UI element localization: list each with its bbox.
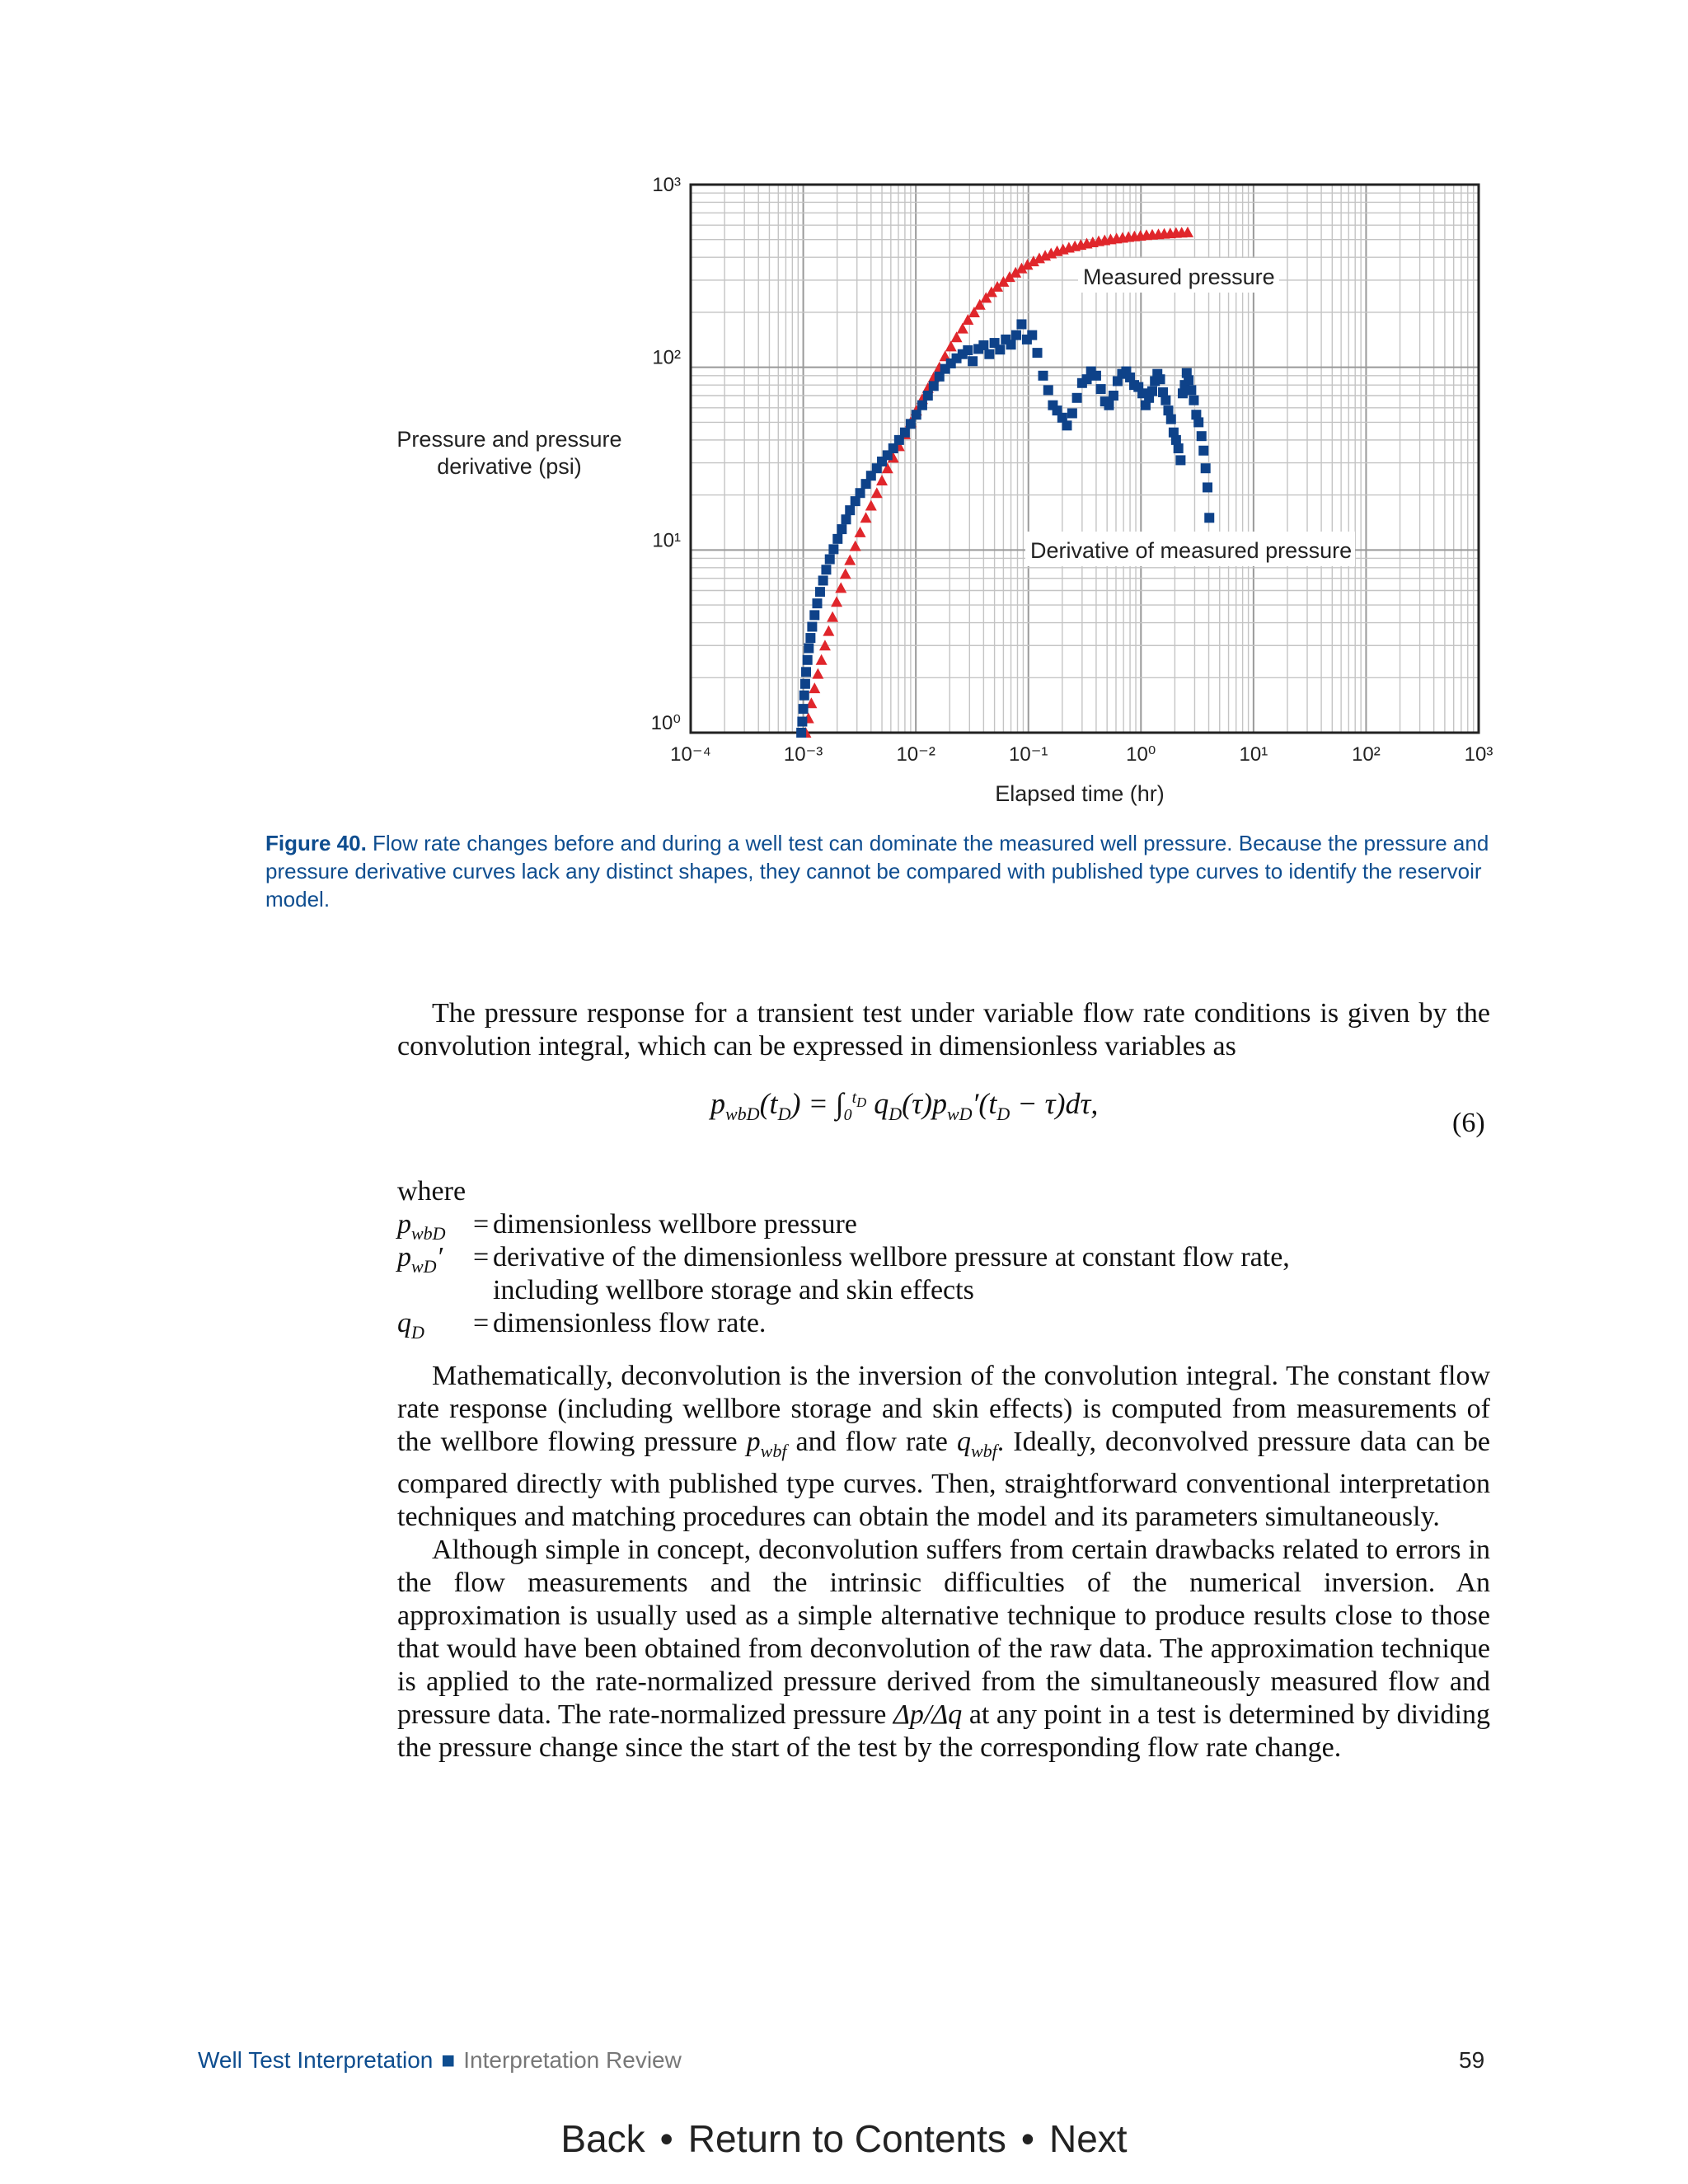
square-bullet-icon: ■: [441, 2047, 456, 2073]
square-point: [797, 717, 807, 727]
square-point: [841, 514, 851, 524]
page-number: 59: [1459, 2047, 1485, 2073]
square-point: [825, 555, 835, 565]
square-point: [1186, 385, 1196, 395]
square-point: [1039, 371, 1048, 381]
figure-label: Figure 40.: [265, 831, 367, 855]
paragraph-approximation: Although simple in concept, deconvolution suffers from certain drawbacks related to errors in the flow measurements and the intrinsic difficulties of the numerical inversion. An approximation is usually used as a simple alternative technique to produce results close to those that would have been obtained from deconvolution of the raw data. The approximation technique is applied to the rate-normalized pressure derived from the simultaneously measured flow and pressure data. The rate-normalized pressure Δp/Δq at any point in a test is determined by dividing the pressure change since the start of the test by the corresponding flow rate change.: [397, 1534, 1490, 1763]
y-axis-label-line1: Pressure and pressure: [396, 427, 622, 452]
x-tick-label: 10³: [1464, 743, 1493, 766]
square-point: [1193, 417, 1203, 427]
square-point: [929, 381, 939, 391]
x-tick-label: 10¹: [1239, 743, 1268, 766]
square-point: [1198, 446, 1208, 456]
x-tick-label: 10⁻²: [896, 743, 935, 766]
square-point: [803, 655, 813, 665]
x-tick-label: 10⁻³: [783, 743, 823, 766]
separator-dot: •: [1020, 2117, 1034, 2160]
x-axis-label: Elapsed time (hr): [995, 781, 1165, 806]
square-point: [1006, 340, 1016, 349]
x-tick-label: 10⁻¹: [1009, 743, 1048, 766]
square-point: [1072, 393, 1082, 403]
convolution-equation: $p_{wbD}(t_D) = \int_0^{t_D}$ $q_D(\tau)p_{wD}'(t_D - \tau)d\tau$,: [710, 1087, 1099, 1125]
separator-dot: •: [659, 2117, 673, 2160]
triangle-point: [860, 512, 872, 523]
triangle-point: [840, 568, 851, 579]
square-point: [804, 644, 814, 654]
annotation-derivative-label: Derivative of measured pressure: [1030, 538, 1353, 563]
triangle-point: [871, 487, 883, 498]
triangle-point: [945, 340, 957, 351]
series-derivative: [796, 319, 1214, 738]
where-label: where: [397, 1176, 467, 1207]
annotation-derivative: [1025, 532, 1355, 566]
annotation-measured-pressure: [1078, 258, 1279, 293]
triangle-point: [865, 499, 877, 510]
pressure-derivative-chart: [0, 0, 1688, 824]
square-point: [1067, 408, 1077, 418]
square-point: [818, 575, 828, 585]
square-point: [807, 621, 817, 631]
square-point: [995, 344, 1005, 354]
triangle-point: [850, 541, 861, 551]
square-point: [815, 587, 825, 597]
figure-caption-text: Flow rate changes before and during a well test can dominate the measured well pressure. Because the pressure and pressure derivative curves lack any distinct shapes, they cannot be compared with published type curves to identify the reservoir model.: [265, 831, 1489, 912]
x-tick-label: 10²: [1352, 743, 1381, 766]
square-point: [1166, 415, 1176, 424]
square-point: [800, 679, 810, 689]
square-point: [978, 340, 988, 350]
figure-caption: [265, 829, 1493, 913]
intro-paragraph: [397, 997, 1490, 1063]
footer-breadcrumb: [198, 2047, 682, 2074]
annotation-measured-pressure-label: Measured pressure: [1083, 265, 1275, 289]
square-point: [1147, 387, 1157, 396]
square-point: [968, 356, 978, 366]
y-tick-label: 10²: [652, 346, 681, 369]
square-point: [1204, 513, 1214, 523]
square-point: [1201, 463, 1211, 473]
intro-text: The pressure response for a transient test under variable flow rate conditions is given by the convolution integral, which can be expressed in dimensionless variables as: [397, 998, 1490, 1062]
triangle-point: [816, 654, 828, 665]
square-point: [1203, 482, 1212, 492]
y-axis-label-line2: derivative (psi): [437, 454, 582, 479]
square-point: [1011, 330, 1021, 340]
triangle-point: [844, 555, 856, 565]
square-point: [1109, 391, 1118, 401]
return-to-contents-link[interactable]: Return to Contents: [687, 2117, 1006, 2160]
back-link[interactable]: Back: [560, 2117, 645, 2160]
triangle-point: [831, 596, 842, 607]
square-point: [923, 391, 933, 401]
y-tick-label: 10¹: [652, 529, 681, 552]
square-point: [912, 410, 921, 419]
square-point: [1184, 375, 1193, 385]
square-point: [832, 534, 842, 544]
square-point: [1033, 348, 1043, 358]
square-point: [917, 401, 927, 410]
square-point: [984, 349, 994, 359]
square-point: [1027, 330, 1037, 340]
square-point: [856, 488, 865, 498]
series-measured-pressure: [799, 227, 1193, 738]
square-point: [963, 345, 973, 355]
square-point: [801, 667, 811, 677]
square-point: [1156, 374, 1165, 384]
y-tick-label: 10³: [652, 174, 681, 196]
navigation-bar: [0, 2116, 1688, 2161]
triangle-point: [855, 527, 866, 537]
next-link[interactable]: Next: [1049, 2117, 1128, 2160]
square-point: [799, 704, 809, 714]
square-point: [837, 524, 846, 534]
triangle-point: [823, 626, 834, 636]
triangle-point: [876, 475, 888, 485]
x-tick-label: 10⁻⁴: [670, 743, 711, 766]
square-point: [1043, 385, 1053, 395]
square-point: [906, 419, 916, 429]
square-point: [1197, 431, 1207, 441]
square-point: [1096, 384, 1106, 394]
square-point: [1174, 443, 1184, 453]
square-point: [1189, 396, 1198, 405]
square-point: [821, 565, 831, 574]
triangle-point: [809, 682, 820, 693]
equation-number: (6): [1452, 1108, 1485, 1138]
square-point: [812, 598, 822, 608]
square-point: [900, 428, 910, 438]
square-point: [1091, 371, 1101, 381]
square-point: [828, 544, 838, 554]
x-tick-label: 10⁰: [1126, 743, 1156, 766]
square-point: [1163, 405, 1173, 415]
square-point: [1160, 396, 1170, 405]
footer-book-title: Well Test Interpretation: [198, 2047, 434, 2073]
body-paragraphs: [397, 1360, 1490, 1765]
square-point: [1175, 455, 1185, 465]
square-point: [799, 691, 809, 701]
chart-marks: [796, 227, 1214, 738]
square-point: [1104, 401, 1114, 410]
square-point: [1016, 319, 1026, 329]
triangle-point: [812, 668, 823, 679]
footer-section: Interpretation Review: [463, 2047, 682, 2073]
square-point: [796, 728, 806, 738]
square-point: [1062, 420, 1071, 430]
square-point: [845, 505, 855, 515]
square-point: [809, 610, 819, 620]
y-tick-label: 10⁰: [650, 712, 681, 734]
paragraph-deconvolution: Mathematically, deconvolution is the inversion of the convolution integral. The constant flow rate response (including wellbore storage and skin effects) is computed from measurements of the wellbore flowing pressure $p_{wbf}$ and flow rate $q_{wbf}$. Ideally, deconvolved pressure data can be compared directly with published type curves. Then, straightforward conventional interpretation techniques and matching procedures can obtain the model and its parameters simultaneously.: [397, 1361, 1490, 1532]
square-point: [805, 633, 815, 643]
